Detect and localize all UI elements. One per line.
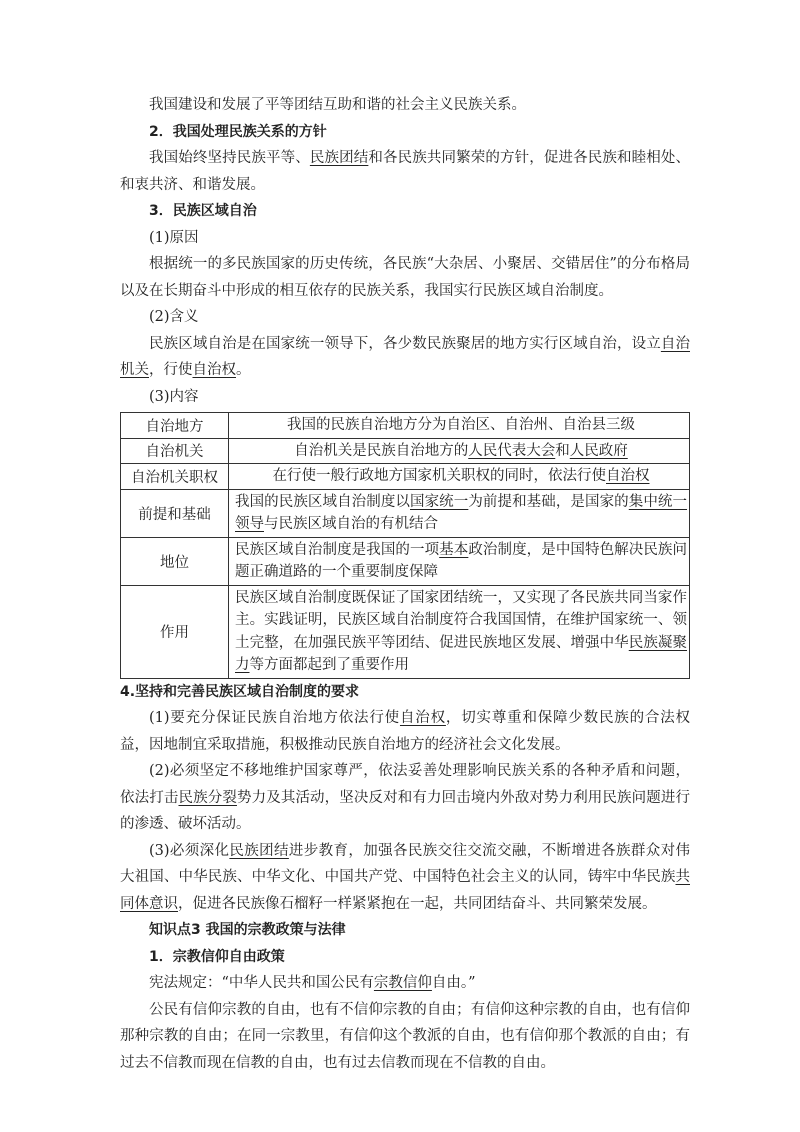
keyword-underline: 共同体意识 [120, 869, 690, 912]
keyword-underline: 集中统一领导 [235, 493, 688, 532]
table-row-value: 在行使一般行政地方国家机关职权的同时，依法行使自治权 [229, 464, 690, 490]
constitution-paragraph: 宪法规定：“中华人民共和国公民有宗教信仰自由。” [149, 975, 476, 991]
keyword-underline: 民族凝聚力 [235, 634, 687, 673]
keyword-underline: 国家统一 [410, 493, 469, 510]
meaning-paragraph: 民族区域自治是在国家统一领导下，各少数民族聚居的地方实行区域自治，设立自治机关，行使自治权。 [120, 335, 690, 378]
table-row-value: 我国的民族区域自治制度以国家统一为前提和基础，是国家的集中统一领导与民族区域自治的有机结合 [229, 489, 690, 537]
keyword-underline: 人民政府 [569, 442, 628, 459]
freedom-paragraph: 公民有信仰宗教的自由，也有不信仰宗教的自由；有信仰这种宗教的自由，也有信仰那种宗教的自由；在同一宗教里，有信仰这个教派的自由，也有信仰那个教派的自由；有过去不信教而现在信教的自由，也有过去信教而现在不信教的自由。 [120, 1001, 690, 1071]
keyword-underline: 自治权 [399, 710, 446, 726]
autonomy-content-table [120, 412, 690, 679]
table-row-label: 作用 [121, 585, 229, 678]
keyword-underline: 基本 [439, 541, 469, 558]
table-row-label: 自治机关 [121, 438, 229, 464]
table-row [121, 537, 690, 585]
table-row [121, 464, 690, 490]
keyword-underline: 自治机关 [120, 335, 690, 378]
content-label: (3)内容 [149, 388, 199, 405]
section-3-heading: 3．民族区域自治 [149, 203, 257, 219]
document-page [120, 92, 690, 1076]
keyword-underline: 民族团结 [229, 842, 289, 859]
religious-freedom-heading: 1．宗教信仰自由政策 [149, 948, 285, 965]
keyword-underline: 民族分裂 [178, 789, 237, 806]
table-row-label: 自治地方 [121, 413, 229, 439]
reason-paragraph: 根据统一的多民族国家的历史传统，各民族“大杂居、小聚居、交错居住”的分布格局以及在长期奋斗中形成的相互依存的民族关系，我国实行民族区域自治制度。 [120, 256, 690, 299]
table-row-label: 自治机关职权 [121, 464, 229, 490]
section-4-item-3: (3)必须深化民族团结进步教育，加强各民族交往交流交融，不断增进各族群众对伟大祖国、中华民族、中华文化、中国共产党、中国特色社会主义的认同，铸牢中华民族共同体意识，促进各民族像石榴籽一样紧紧抱在一起，共同团结奋斗、共同繁荣发展。 [120, 842, 690, 912]
keyword-underline: 人民代表大会 [468, 442, 556, 459]
table-row [121, 438, 690, 464]
section-4-item-1: (1)要充分保证民族自治地方依法行使自治权，切实尊重和保障少数民族的合法权益，因地制宜采取措施，积极推动民族自治地方的经济社会文化发展。 [120, 710, 691, 753]
keyword-underline: 宗教信仰 [373, 975, 432, 991]
reason-label: (1)原因 [149, 229, 199, 246]
keyword-underline: 民族团结 [309, 150, 369, 166]
table-row [121, 585, 690, 678]
table-row [121, 489, 690, 537]
table-row-value: 自治机关是民族自治地方的人民代表大会和人民政府 [229, 438, 690, 464]
table-row-value: 民族区域自治制度是我国的一项基本政治制度，是中国特色解决民族问题正确道路的一个重要制度保障 [229, 537, 690, 585]
table-row [121, 413, 690, 439]
section-4-heading: 4.坚持和完善民族区域自治制度的要求 [120, 683, 360, 700]
table-row-value: 我国的民族自治地方分为自治区、自治州、自治县三级 [229, 413, 690, 439]
table-row-label: 前提和基础 [121, 489, 229, 537]
section-2-heading: 2．我国处理民族关系的方针 [149, 123, 327, 140]
meaning-label: (2)含义 [149, 309, 199, 325]
intro-line: 我国建设和发展了平等团结互助和谐的社会主义民族关系。 [149, 97, 526, 113]
section-2-paragraph: 我国始终坚持民族平等、民族团结和各民族共同繁荣的方针，促进各民族和睦相处、和衷共济、和谐发展。 [120, 150, 690, 193]
table-row-label: 地位 [121, 537, 229, 585]
keyword-underline: 自治权 [606, 468, 650, 484]
knowledge-point-3-heading: 知识点3 我国的宗教政策与法律 [149, 922, 346, 938]
keyword-underline: 自治权 [192, 362, 236, 378]
section-4-item-2: (2)必须坚定不移地维护国家尊严，依法妥善处理影响民族关系的各种矛盾和问题，依法打击民族分裂势力及其活动，坚决反对和有力回击境内外敌对势力利用民族问题进行的渗透、破坏活动。 [120, 763, 691, 832]
table-row-value: 民族区域自治制度既保证了国家团结统一，又实现了各民族共同当家作主。实践证明，民族区域自治制度符合我国国情，在维护国家统一、领土完整，在加强民族平等团结、促进民族地区发展、增强中华民族凝聚力等方面都起到了重要作用 [229, 585, 690, 678]
